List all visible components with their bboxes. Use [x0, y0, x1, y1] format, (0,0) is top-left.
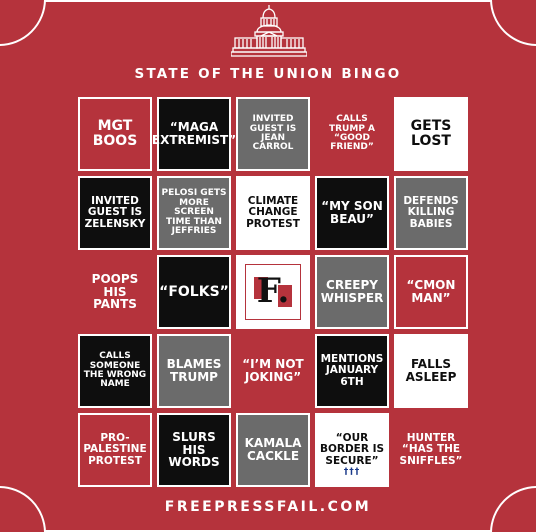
footer-url[interactable]: FREEPRESSFAIL.COM [164, 499, 372, 515]
corner-arc-top-left [0, 0, 46, 46]
bingo-cell[interactable] [236, 97, 310, 171]
bingo-cell-label: CLIMATE CHANGE PROTEST [246, 195, 300, 230]
bingo-cell-label: “FOLKS” [159, 283, 229, 300]
bingo-cell[interactable] [315, 97, 389, 171]
bingo-cell-label: GETS LOST [410, 118, 452, 149]
free-space-letter: F. [256, 271, 290, 312]
bingo-cell[interactable] [157, 255, 231, 329]
stick-figures-icon: ††† [343, 466, 361, 477]
bingo-cell-label: HUNTER “HAS THE SNIFFLES” [399, 432, 463, 467]
bingo-free-space[interactable] [236, 255, 310, 329]
bingo-cell[interactable] [78, 334, 152, 408]
page-title: STATE OF THE UNION BINGO [134, 66, 402, 82]
bingo-cell[interactable] [315, 413, 389, 487]
bingo-cell[interactable] [394, 413, 468, 487]
bingo-cell[interactable] [315, 334, 389, 408]
bingo-cell-label: PELOSI GETS MORE SCREEN TIME THAN JEFFRIES [161, 188, 227, 237]
bingo-cell[interactable] [157, 413, 231, 487]
bingo-cell[interactable] [315, 176, 389, 250]
bingo-cell-label: INVITED GUEST IS ZELENSKY [84, 195, 146, 230]
bingo-cell[interactable] [78, 97, 152, 171]
bingo-cell-label: KAMALA CACKLE [244, 436, 302, 463]
bingo-cell-label: CALLS TRUMP A “GOOD FRIEND” [328, 114, 376, 153]
bingo-cell-label: CALLS SOMEONE THE WRONG NAME [83, 351, 147, 390]
bingo-cell-label: PRO-PALESTINE PROTEST [83, 432, 147, 467]
corner-arc-top-right [490, 0, 536, 46]
bingo-cell-label: “MY SON BEAU” [321, 199, 383, 226]
top-edge-line [45, 0, 491, 2]
bingo-cell-label: MENTIONS JANUARY 6TH [320, 353, 384, 388]
bingo-cell-label: DEFENDS KILLING BABIES [403, 195, 459, 230]
bingo-cell-label: “I’M NOT JOKING” [242, 357, 304, 384]
bingo-cell-label: “MAGA EXTREMIST” [151, 120, 237, 147]
capitol-building-icon [231, 4, 307, 60]
bingo-cell[interactable] [394, 255, 468, 329]
bingo-cell[interactable] [236, 413, 310, 487]
bingo-cell-label: “CMON MAN” [406, 278, 456, 305]
bingo-cell[interactable] [236, 176, 310, 250]
bingo-cell-label: POOPS HIS PANTS [91, 272, 139, 312]
bingo-cell[interactable] [157, 176, 231, 250]
bingo-cell[interactable] [157, 334, 231, 408]
bingo-cell-label: INVITED GUEST IS JEAN CARROL [249, 114, 297, 153]
bingo-cell[interactable] [78, 255, 152, 329]
bingo-cell[interactable] [78, 176, 152, 250]
bingo-cell-label: BLAMES TRUMP [166, 357, 222, 384]
bingo-cell-label: CREEPY WHISPER [320, 278, 384, 305]
bingo-cell[interactable] [315, 255, 389, 329]
bingo-cell[interactable] [78, 413, 152, 487]
bingo-cell[interactable] [151, 97, 237, 171]
bingo-cell[interactable] [394, 97, 468, 171]
newspaper-logo-icon [245, 264, 301, 320]
bingo-cell-label: MGT BOOS [92, 118, 138, 149]
bingo-cell[interactable] [236, 334, 310, 408]
bingo-cell[interactable] [394, 334, 468, 408]
bingo-cell-label: “OUR BORDER IS SECURE” [319, 432, 385, 467]
bingo-cell-label: SLURS HIS WORDS [168, 430, 220, 470]
bingo-cell[interactable] [394, 176, 468, 250]
bingo-cell-label: FALLS ASLEEP [405, 357, 457, 384]
